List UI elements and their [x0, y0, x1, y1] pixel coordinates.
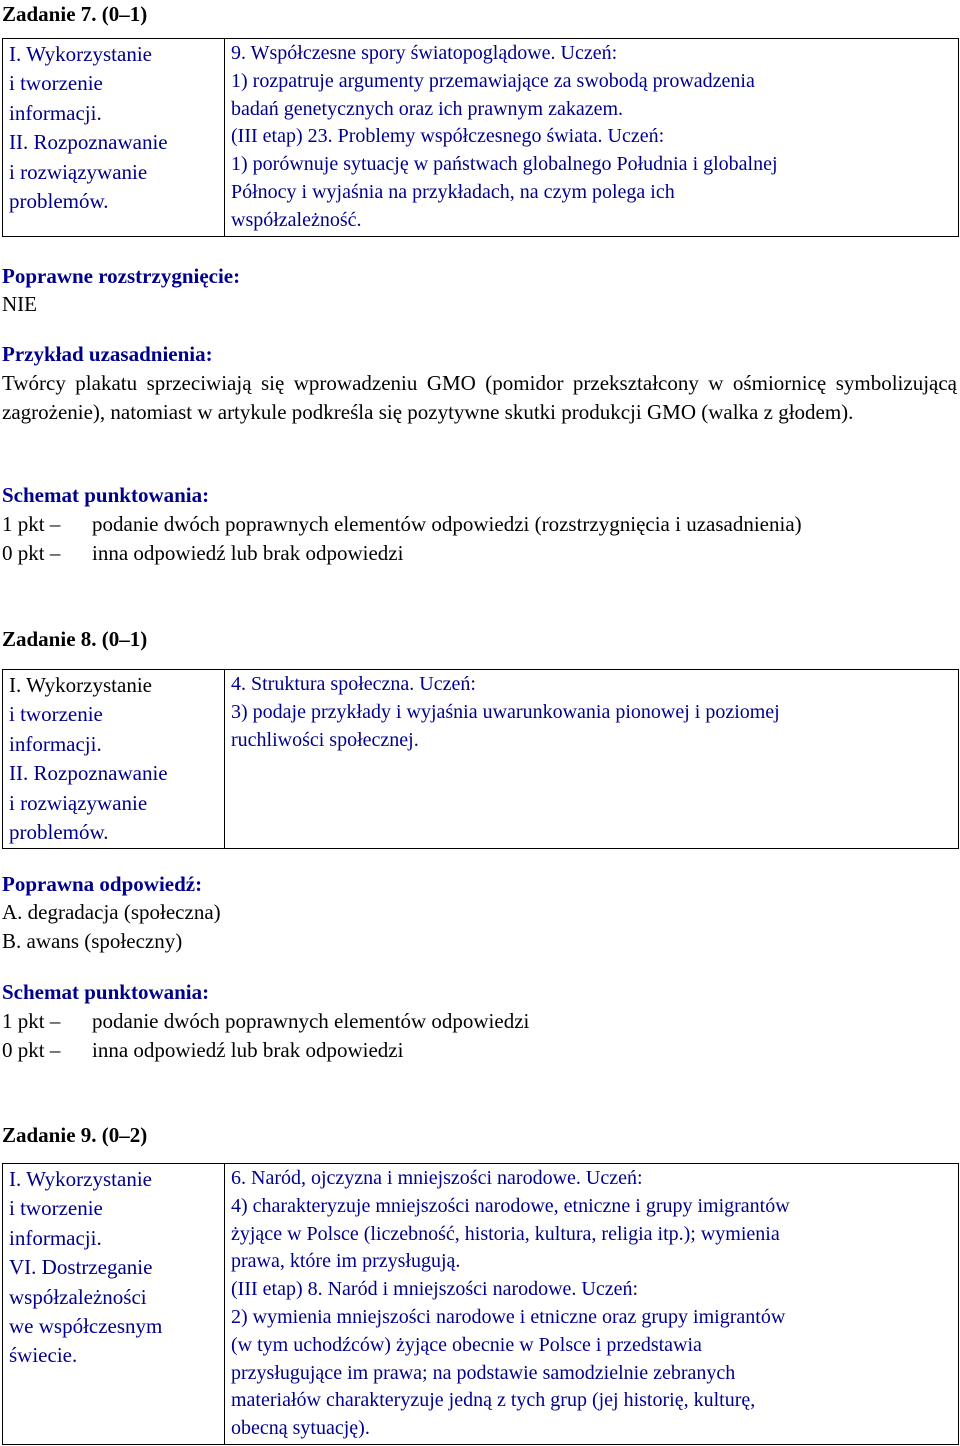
answer-item — [2, 898, 221, 927]
req-line: 6. Naród, ojczyzna i mniejszości narodowe. Uczeń: — [231, 1167, 643, 1189]
task-9-requirements-table — [2, 1163, 959, 1445]
req-line: informacji. — [9, 1225, 102, 1250]
scoring-row — [2, 539, 802, 568]
task-9-title: Zadanie 9. (0–2) — [2, 1123, 148, 1147]
req-line: informacji. — [9, 731, 102, 756]
req-line: I. Wykorzystanie — [9, 42, 152, 66]
task-8-scheme-heading: Schemat punktowania: — [2, 980, 210, 1004]
task-8-detailed-requirements — [225, 670, 959, 849]
task-7-answer: NIE — [2, 292, 37, 316]
req-line: Północy i wyjaśnia na przykładach, na czym polega ich — [231, 180, 675, 203]
req-line: materiałów charakteryzuje jedną z tych grup (jej historię, kulturę, — [231, 1389, 756, 1412]
req-line: współzależność. — [231, 208, 362, 231]
req-line: problemów. — [9, 189, 109, 214]
task-8-title: Zadanie 8. (0–1) — [2, 627, 148, 651]
req-line: i rozwiązywanie — [9, 790, 148, 815]
task-9-general-requirements — [3, 1164, 225, 1445]
task-8-general-requirements — [3, 670, 225, 849]
req-line: 9. Współczesne spory światopoglądowe. Uczeń: — [231, 42, 618, 64]
req-line: (III etap) 8. Naród i mniejszości narodowe. Uczeń: — [231, 1278, 639, 1301]
req-line: 4) charakteryzuje mniejszości narodowe, etniczne i grupy imigrantów — [231, 1194, 790, 1217]
req-line: obecną sytuację). — [231, 1417, 370, 1440]
task-7-requirements-table — [2, 38, 959, 237]
answer-item — [2, 927, 221, 956]
answer-text: degradacja (społeczna) — [22, 900, 221, 924]
req-line: VI. Dostrzeganie — [9, 1255, 153, 1280]
task-7-answer-heading: Poprawne rozstrzygnięcie: — [2, 264, 241, 288]
scoring-description: inna odpowiedź lub brak odpowiedzi — [92, 541, 404, 565]
answer-text: awans (społeczny) — [21, 929, 183, 953]
req-line: II. Rozpoznawanie — [9, 130, 168, 155]
req-line: informacji. — [9, 100, 102, 125]
req-line: I. Wykorzystanie — [9, 673, 152, 697]
req-line: świecie. — [9, 1343, 78, 1368]
req-line: 3) podaje przykłady i wyjaśnia uwarunkowania pionowej i poziomej — [231, 700, 780, 723]
req-line: (III etap) 23. Problemy współczesnego świata. Uczeń: — [231, 125, 665, 148]
task-7-general-requirements — [3, 39, 225, 237]
scoring-points: 1 pkt – — [2, 512, 61, 536]
task-7-title: Zadanie 7. (0–1) — [2, 2, 148, 26]
req-line: prawa, które im przysługują. — [231, 1250, 461, 1273]
task-7-scheme-heading: Schemat punktowania: — [2, 483, 210, 507]
scoring-row — [2, 510, 802, 539]
req-line: i tworzenie — [9, 1196, 103, 1221]
req-line: i tworzenie — [9, 702, 103, 727]
answer-letter: B. — [2, 929, 22, 953]
req-line: przysługujące im prawa; na podstawie samodzielnie zebranych — [231, 1361, 736, 1384]
req-line: II. Rozpoznawanie — [9, 761, 168, 786]
req-line: 1) rozpatruje argumenty przemawiające za swobodą prowadzenia — [231, 69, 755, 92]
scoring-points: 0 pkt – — [2, 1038, 61, 1062]
scoring-points: 0 pkt – — [2, 541, 61, 565]
req-line: 4. Struktura społeczna. Uczeń: — [231, 673, 476, 695]
task-7-example-heading: Przykład uzasadnienia: — [2, 342, 213, 366]
req-line: (w tym uchodźców) żyjące obecnie w Polsce i przedstawia — [231, 1333, 702, 1356]
req-line: problemów. — [9, 820, 109, 845]
req-line: badań genetycznych oraz ich prawnym zakazem. — [231, 97, 624, 120]
req-line: współzależności — [9, 1284, 147, 1309]
req-line: 2) wymienia mniejszości narodowe i etniczne oraz grupy imigrantów — [231, 1305, 786, 1328]
scoring-row — [2, 1036, 529, 1065]
task-8-answer-heading: Poprawna odpowiedź: — [2, 872, 203, 896]
task-7-scheme — [2, 510, 802, 568]
task-8-requirements-table — [2, 669, 959, 849]
answer-letter: A. — [2, 900, 23, 924]
scoring-description: podanie dwóch poprawnych elementów odpowiedzi (rozstrzygnięcia i uzasadnienia) — [92, 512, 802, 536]
req-line: żyjące w Polsce (liczebność, historia, kultura, religia itp.); wymienia — [231, 1222, 780, 1245]
scoring-row — [2, 1007, 529, 1036]
task-9-detailed-requirements — [225, 1164, 959, 1445]
task-7-example-text: Twórcy plakatu sprzeciwiają się wprowadzeniu GMO (pomidor przekształcony w ośmiornicę symbolizującą zagrożenie), natomiast w artykule podkreśla się pozytywne skutki produkcji GMO (walka z głodem). — [2, 371, 957, 424]
task-8-scheme — [2, 1007, 529, 1065]
task-7-detailed-requirements — [225, 39, 959, 237]
scoring-description: inna odpowiedź lub brak odpowiedzi — [92, 1038, 404, 1062]
req-line: we współczesnym — [9, 1314, 163, 1339]
req-line: i tworzenie — [9, 71, 103, 96]
req-line: ruchliwości społecznej. — [231, 728, 419, 751]
scoring-description: podanie dwóch poprawnych elementów odpowiedzi — [92, 1009, 530, 1033]
req-line: 1) porównuje sytuację w państwach globalnego Południa i globalnej — [231, 153, 778, 176]
req-line: I. Wykorzystanie — [9, 1167, 152, 1191]
task-8-answers — [2, 898, 221, 956]
scoring-points: 1 pkt – — [2, 1009, 61, 1033]
req-line: i rozwiązywanie — [9, 159, 148, 184]
